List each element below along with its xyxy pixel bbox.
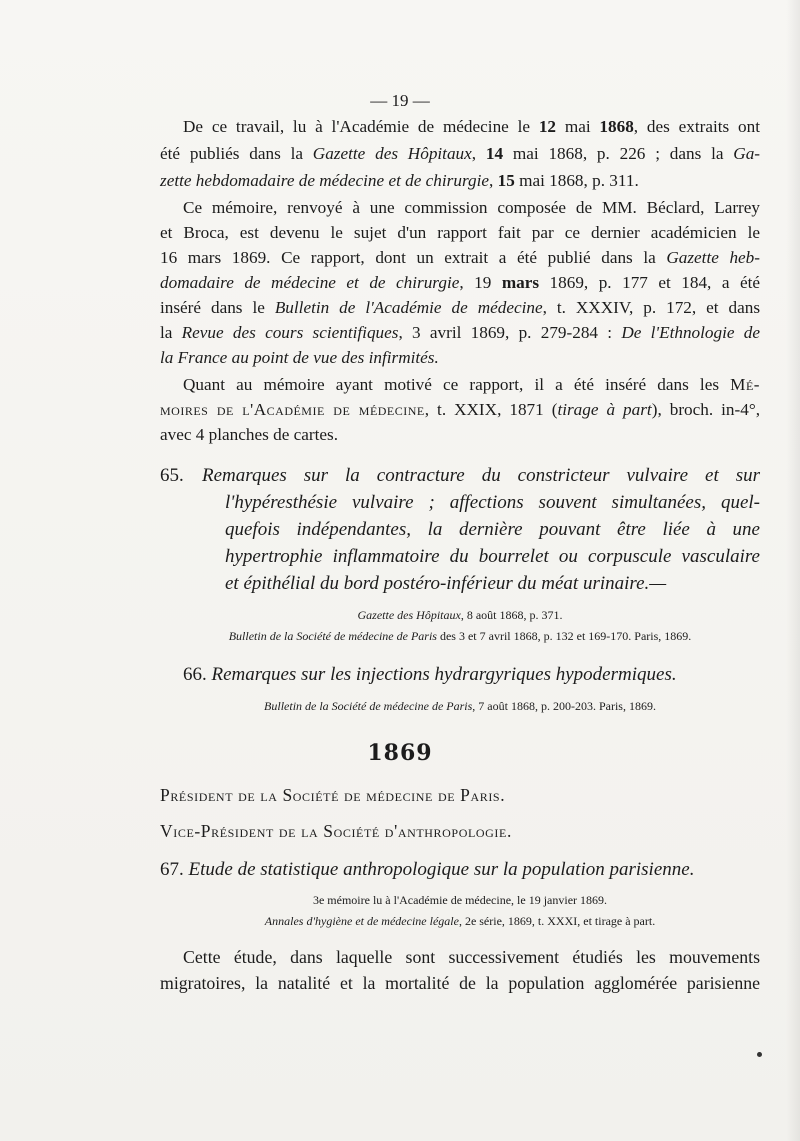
final-para-line2: migratoires, la natalité et la mortalité de la population agglomérée parisienne (160, 973, 760, 993)
item66-heading: 66. Remarques sur les injections hydrargyriques hypodermiques. (183, 664, 677, 685)
final-para-line1: Cette étude, dans laquelle sont successivement étudiés les mouvements (183, 947, 760, 967)
para2-line3: 16 mars 1869. Ce rapport, dont un extrait a été publié dans la Gazette heb- (160, 248, 760, 267)
vice-president-title: Vice-Président de la Société d'anthropologie. (160, 821, 512, 841)
item65-title-line2: l'hypéresthésie vulvaire ; affections souvent simultanées, quel- (225, 492, 760, 513)
item66-reference: Bulletin de la Société de médecine de Paris, 7 août 1868, p. 200-203. Paris, 1869. (264, 699, 656, 713)
para2-line6: la Revue des cours scientifiques, 3 avril 1869, p. 279-284 : De l'Ethnologie de (160, 323, 760, 342)
item67-heading: 67. Etude de statistique anthropologique sur la population parisienne. (160, 859, 695, 880)
president-title: Président de la Société de médecine de Paris. (160, 785, 506, 805)
para2-line4: domadaire de médecine et de chirurgie, 19 mars 1869, p. 177 et 184, a été (160, 273, 760, 292)
para3-line3: avec 4 planches de cartes. (160, 425, 338, 444)
para1-line3: zette hebdomadaire de médecine et de chirurgie, 15 mai 1868, p. 311. (160, 171, 639, 190)
para2-line2: et Broca, est devenu le sujet d'un rapport fait par ce dernier académicien le (160, 223, 760, 242)
para2-line7: la France au point de vue des infirmités. (160, 348, 439, 367)
page-number: — 19 — (370, 91, 430, 110)
year-heading: 1869 (367, 740, 433, 766)
item65-title-line4: hypertrophie inflammatoire du bourrelet ou corpuscule vasculaire (225, 546, 760, 567)
para1-line2: été publiés dans la Gazette des Hôpitaux, 14 mai 1868, p. 226 ; dans la Ga- (160, 144, 761, 163)
para1-line1: De ce travail, lu à l'Académie de médecine le 12 mai 1868, des extraits ont (183, 117, 760, 136)
para2-line5: inséré dans le Bulletin de l'Académie de médecine, t. XXXIV, p. 172, et dans (160, 298, 761, 317)
item65-title-line1: Remarques sur la contracture du constricteur vulvaire et sur (202, 465, 760, 486)
para3-line2: moires de l'Académie de médecine, t. XXIX, 1871 (tirage à part), broch. in-4°, (160, 400, 760, 419)
item67-reference1: 3e mémoire lu à l'Académie de médecine, le 19 janvier 1869. (312, 893, 608, 907)
page-edge-shadow (786, 0, 800, 1141)
item67-reference2: Annales d'hygiène et de médecine légale, 2e série, 1869, t. XXXI, et tirage à part. (264, 914, 656, 928)
para3-line1: Quant au mémoire ayant motivé ce rapport, il a été inséré dans les Mé- (183, 375, 760, 394)
para2-line1: Ce mémoire, renvoyé à une commission composée de MM. Béclard, Larrey (183, 198, 760, 217)
ink-dot (757, 1052, 762, 1057)
item65-number: 65. (160, 465, 184, 486)
item65-reference1: Gazette des Hôpitaux, 8 août 1868, p. 371. (357, 608, 563, 622)
item65-title-line3: quefois indépendantes, la dernière pouvant être liée à une (225, 519, 760, 540)
item65-reference2: Bulletin de la Société de médecine de Paris des 3 et 7 avril 1868, p. 132 et 169-170. Paris, 1869. (228, 629, 692, 643)
item65-title-line5: et épithélial du bord postéro-inférieur du méat urinaire.— (225, 573, 667, 594)
